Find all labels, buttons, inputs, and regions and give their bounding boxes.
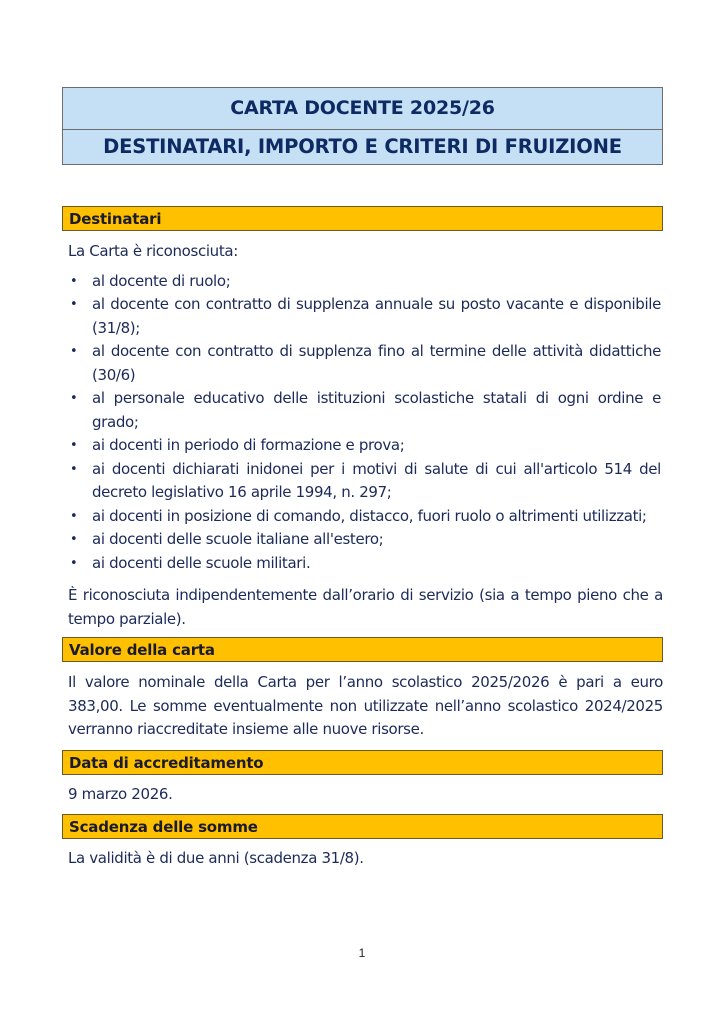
bullet-icon: • xyxy=(70,532,78,547)
destinatari-note: È riconosciuta indipendentemente dall’orario di servizio (sia a tempo pieno che a tempo parziale). xyxy=(68,586,663,628)
list-item xyxy=(62,293,663,340)
document-page xyxy=(62,87,663,871)
list-item-text: ai docenti in posizione di comando, distacco, fuori ruolo o altrimenti utilizzati; xyxy=(92,506,647,525)
list-item xyxy=(62,270,663,294)
list-item xyxy=(62,528,663,552)
list-item xyxy=(62,340,663,387)
valore-text: Il valore nominale della Carta per l’anno scolastico 2025/2026 è pari a euro 383,00. Le somme eventualmente non utilizzate nell’anno scolastico 2024/2025 verranno riaccreditate insieme alle nuove risorse. xyxy=(68,673,663,738)
list-item xyxy=(62,505,663,529)
list-item-text: al docente di ruolo; xyxy=(92,271,231,290)
bullet-icon: • xyxy=(70,508,78,524)
section-heading-accreditamento: Data di accreditamento xyxy=(62,750,663,775)
list-item-text: al docente con contratto di supplenza fino al termine delle attività didattiche (30/6) xyxy=(92,342,661,384)
list-item xyxy=(62,552,663,576)
document-subtitle: DESTINATARI, IMPORTO E CRITERI DI FRUIZIONE xyxy=(103,135,622,158)
list-item-text: al docente con contratto di supplenza annuale su posto vacante e disponibile (31/8); xyxy=(92,295,661,337)
list-item-text: ai docenti in periodo di formazione e prova; xyxy=(92,436,405,454)
destinatari-intro: La Carta è riconosciuta: xyxy=(68,242,238,260)
accreditamento-text: 9 marzo 2026. xyxy=(68,784,173,803)
bullet-icon: • xyxy=(70,438,78,453)
destinatari-list xyxy=(62,270,663,576)
page-number: 1 xyxy=(358,946,366,960)
title-box xyxy=(62,87,663,165)
bullet-icon: • xyxy=(70,297,78,312)
list-item-text: ai docenti delle scuole italiane all'estero; xyxy=(92,530,384,548)
section-heading-valore: Valore della carta xyxy=(62,637,663,662)
list-item-text: ai docenti dichiarati inidonei per i motivi di salute di cui all'articolo 514 del decreto legislativo 16 aprile 1994, n. 297; xyxy=(92,459,661,501)
bullet-icon: • xyxy=(70,391,78,406)
bullet-icon: • xyxy=(70,555,78,571)
bullet-icon: • xyxy=(70,344,78,359)
list-item xyxy=(62,387,663,434)
bullet-icon: • xyxy=(70,273,78,289)
list-item-text: ai docenti delle scuole militari. xyxy=(92,553,311,572)
document-title: CARTA DOCENTE 2025/26 xyxy=(63,88,662,130)
bullet-icon: • xyxy=(70,461,78,477)
section-heading-scadenza: Scadenza delle somme xyxy=(62,814,663,839)
list-item xyxy=(62,458,663,505)
list-item xyxy=(62,434,663,458)
list-item-text: al personale educativo delle istituzioni scolastiche statali di ogni ordine e grado; xyxy=(92,389,661,431)
scadenza-text: La validità è di due anni (scadenza 31/8). xyxy=(68,849,364,867)
section-heading-destinatari: Destinatari xyxy=(62,206,663,231)
